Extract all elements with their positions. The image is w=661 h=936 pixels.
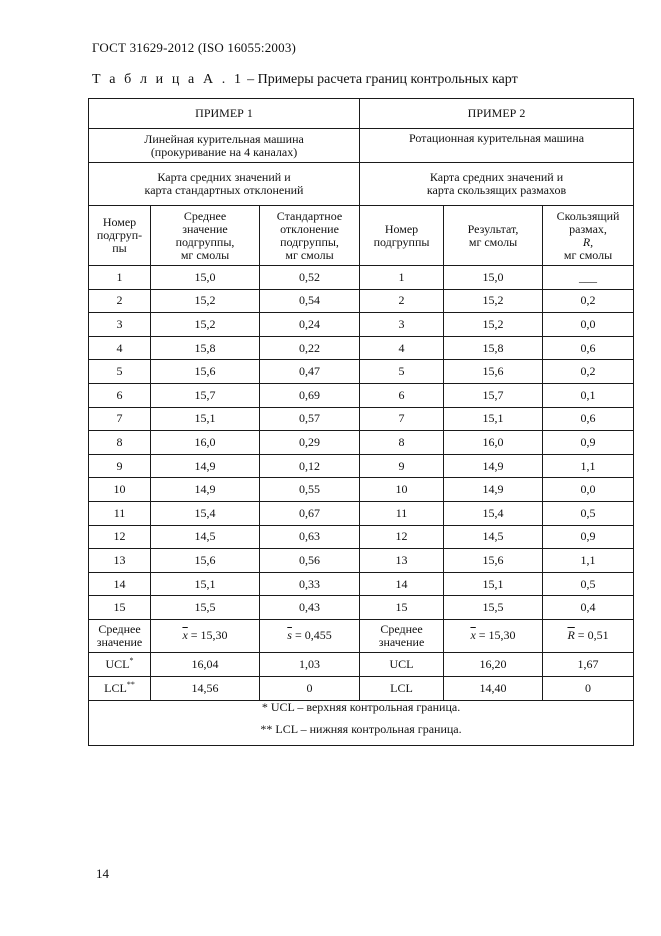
cell-range: 0,1 bbox=[543, 383, 634, 407]
cell-subgroup-2: 3 bbox=[360, 313, 444, 337]
x-bar-value-2: $\overline{x} = 15,30$ bbox=[444, 619, 543, 652]
cell-subgroup-2: 8 bbox=[360, 431, 444, 455]
cell-subgroup-2: 9 bbox=[360, 454, 444, 478]
chart-type-row bbox=[89, 163, 634, 206]
example1-map-line2: карта стандартных отклонений bbox=[144, 183, 304, 197]
cell-range: 0,6 bbox=[543, 336, 634, 360]
table-row bbox=[89, 549, 634, 573]
ucl-row bbox=[89, 652, 634, 676]
lcl-label-1: LCL** bbox=[89, 676, 151, 700]
cell-result: 15,1 bbox=[444, 572, 543, 596]
cell-range: 0,9 bbox=[543, 431, 634, 455]
cell-subgroup-2: 1 bbox=[360, 266, 444, 290]
cell-subgroup-1: 1 bbox=[89, 266, 151, 290]
cell-result: 15,6 bbox=[444, 360, 543, 384]
r-bar-value: $\overline{R} = 0,51$ bbox=[543, 619, 634, 652]
col-header-mean: Среднее значение подгруппы, мг смолы bbox=[151, 206, 260, 266]
cell-result: 16,0 bbox=[444, 431, 543, 455]
cell-std: 0,55 bbox=[260, 478, 360, 502]
cell-result: 14,9 bbox=[444, 454, 543, 478]
example2-machine: Ротационная курительная машина bbox=[360, 129, 634, 163]
cell-subgroup-1: 12 bbox=[89, 525, 151, 549]
cell-subgroup-1: 5 bbox=[89, 360, 151, 384]
cell-mean: 15,2 bbox=[151, 313, 260, 337]
example2-map-line1: Карта средних значений и bbox=[429, 170, 564, 184]
cell-std: 0,33 bbox=[260, 572, 360, 596]
cell-subgroup-1: 6 bbox=[89, 383, 151, 407]
cell-std: 0,57 bbox=[260, 407, 360, 431]
cell-result: 15,2 bbox=[444, 289, 543, 313]
cell-subgroup-1: 9 bbox=[89, 454, 151, 478]
cell-mean: 14,5 bbox=[151, 525, 260, 549]
table-row bbox=[89, 289, 634, 313]
table-row bbox=[89, 360, 634, 384]
cell-std: 0,12 bbox=[260, 454, 360, 478]
example1-map-line1: Карта средних значений и bbox=[157, 170, 291, 184]
cell-std: 0,43 bbox=[260, 596, 360, 620]
ucl-result: 16,20 bbox=[444, 652, 543, 676]
ucl-std: 1,03 bbox=[260, 652, 360, 676]
table-row bbox=[89, 596, 634, 620]
document-standard-header: ГОСТ 31629-2012 (ISO 16055:2003) bbox=[92, 40, 297, 55]
lcl-mean: 14,56 bbox=[151, 676, 260, 700]
cell-range: 0,0 bbox=[543, 478, 634, 502]
mean-label-2: Среднее значение bbox=[360, 619, 444, 652]
example2-title: ПРИМЕР 2 bbox=[360, 99, 634, 129]
cell-std: 0,56 bbox=[260, 549, 360, 573]
cell-result: 15,4 bbox=[444, 501, 543, 525]
cell-result: 15,8 bbox=[444, 336, 543, 360]
table-row bbox=[89, 478, 634, 502]
example1-title: ПРИМЕР 1 bbox=[89, 99, 360, 129]
cell-mean: 15,4 bbox=[151, 501, 260, 525]
machine-row bbox=[89, 129, 634, 163]
cell-std: 0,63 bbox=[260, 525, 360, 549]
cell-result: 15,6 bbox=[444, 549, 543, 573]
ucl-mean: 16,04 bbox=[151, 652, 260, 676]
cell-subgroup-2: 7 bbox=[360, 407, 444, 431]
cell-std: 0,47 bbox=[260, 360, 360, 384]
x-bar-value-1: $\overline{x} = 15,30$ bbox=[151, 619, 260, 652]
cell-std: 0,52 bbox=[260, 266, 360, 290]
table-label: Т а б л и ц а А . 1 bbox=[92, 72, 244, 87]
cell-mean: 15,0 bbox=[151, 266, 260, 290]
cell-std: 0,54 bbox=[260, 289, 360, 313]
cell-range: 0,0 bbox=[543, 313, 634, 337]
ucl-label-1: UCL* bbox=[89, 652, 151, 676]
cell-subgroup-2: 6 bbox=[360, 383, 444, 407]
cell-result: 14,5 bbox=[444, 525, 543, 549]
examples-header-row bbox=[89, 99, 634, 129]
cell-mean: 15,6 bbox=[151, 549, 260, 573]
cell-std: 0,67 bbox=[260, 501, 360, 525]
lcl-result: 14,40 bbox=[444, 676, 543, 700]
cell-subgroup-2: 13 bbox=[360, 549, 444, 573]
cell-range: 0,5 bbox=[543, 572, 634, 596]
col-header-result: Результат, мг смолы bbox=[444, 206, 543, 266]
notes-row bbox=[89, 700, 634, 745]
example2-map-line2: карта скользящих размахов bbox=[426, 183, 567, 197]
cell-range: 0,2 bbox=[543, 289, 634, 313]
cell-mean: 15,7 bbox=[151, 383, 260, 407]
cell-std: 0,22 bbox=[260, 336, 360, 360]
cell-range: 1,1 bbox=[543, 454, 634, 478]
cell-range: 0,9 bbox=[543, 525, 634, 549]
cell-result: 14,9 bbox=[444, 478, 543, 502]
cell-subgroup-1: 14 bbox=[89, 572, 151, 596]
table-row bbox=[89, 407, 634, 431]
cell-subgroup-2: 15 bbox=[360, 596, 444, 620]
ucl-label-2: UCL bbox=[360, 652, 444, 676]
column-headers-row bbox=[89, 206, 634, 266]
cell-subgroup-1: 15 bbox=[89, 596, 151, 620]
table-row bbox=[89, 266, 634, 290]
cell-subgroup-2: 4 bbox=[360, 336, 444, 360]
mean-label-1: Среднее значение bbox=[89, 619, 151, 652]
page-number: 14 bbox=[96, 866, 109, 881]
cell-subgroup-2: 11 bbox=[360, 501, 444, 525]
table-row bbox=[89, 501, 634, 525]
col-header-range: Скользящий размах, R, мг смолы bbox=[543, 206, 634, 266]
cell-mean: 14,9 bbox=[151, 454, 260, 478]
example1-chart-type bbox=[89, 163, 360, 206]
cell-mean: 15,1 bbox=[151, 407, 260, 431]
cell-subgroup-1: 11 bbox=[89, 501, 151, 525]
cell-mean: 15,5 bbox=[151, 596, 260, 620]
cell-std: 0,24 bbox=[260, 313, 360, 337]
cell-subgroup-2: 12 bbox=[360, 525, 444, 549]
cell-subgroup-2: 14 bbox=[360, 572, 444, 596]
footnote-lcl: ** LCL – нижняя контрольная граница. bbox=[260, 721, 462, 736]
cell-std: 0,69 bbox=[260, 383, 360, 407]
cell-mean: 15,6 bbox=[151, 360, 260, 384]
table-row bbox=[89, 383, 634, 407]
cell-result: 15,0 bbox=[444, 266, 543, 290]
cell-range: 0,5 bbox=[543, 501, 634, 525]
control-chart-table bbox=[88, 98, 634, 746]
cell-subgroup-1: 8 bbox=[89, 431, 151, 455]
footnotes bbox=[89, 700, 634, 745]
example1-machine-line2: (прокуривание на 4 каналах) bbox=[150, 144, 298, 159]
cell-range: 0,2 bbox=[543, 360, 634, 384]
table-row bbox=[89, 313, 634, 337]
table-row bbox=[89, 525, 634, 549]
s-bar-value: $\overline{s} = 0,455$ bbox=[260, 619, 360, 652]
cell-result: 15,1 bbox=[444, 407, 543, 431]
col-header-subgroup-2: Номер подгруппы bbox=[360, 206, 444, 266]
cell-result: 15,5 bbox=[444, 596, 543, 620]
cell-subgroup-1: 3 bbox=[89, 313, 151, 337]
cell-mean: 16,0 bbox=[151, 431, 260, 455]
lcl-std: 0 bbox=[260, 676, 360, 700]
cell-range: 1,1 bbox=[543, 549, 634, 573]
col-header-std: Стандартное отклонение подгруппы, мг смолы bbox=[260, 206, 360, 266]
footnote-ucl: * UCL – верхняя контрольная граница. bbox=[261, 700, 461, 714]
col-header-subgroup-1: Номер подгруп- пы bbox=[89, 206, 151, 266]
cell-mean: 15,2 bbox=[151, 289, 260, 313]
cell-subgroup-1: 4 bbox=[89, 336, 151, 360]
example2-chart-type bbox=[360, 163, 634, 206]
cell-subgroup-1: 2 bbox=[89, 289, 151, 313]
cell-result: 15,7 bbox=[444, 383, 543, 407]
cell-subgroup-1: 10 bbox=[89, 478, 151, 502]
lcl-range: 0 bbox=[543, 676, 634, 700]
lcl-row bbox=[89, 676, 634, 700]
table-caption bbox=[92, 72, 518, 88]
cell-subgroup-2: 10 bbox=[360, 478, 444, 502]
cell-mean: 14,9 bbox=[151, 478, 260, 502]
cell-range: ___ bbox=[543, 266, 634, 290]
cell-subgroup-2: 2 bbox=[360, 289, 444, 313]
example1-machine bbox=[89, 129, 360, 163]
cell-mean: 15,1 bbox=[151, 572, 260, 596]
table-row bbox=[89, 572, 634, 596]
table-title: – Примеры расчета границ контрольных карт bbox=[247, 72, 518, 87]
ucl-range: 1,67 bbox=[543, 652, 634, 676]
cell-std: 0,29 bbox=[260, 431, 360, 455]
cell-subgroup-1: 13 bbox=[89, 549, 151, 573]
example1-machine-line1: Линейная курительная машина bbox=[144, 131, 304, 146]
lcl-label-2: LCL bbox=[360, 676, 444, 700]
cell-subgroup-1: 7 bbox=[89, 407, 151, 431]
table-row bbox=[89, 336, 634, 360]
cell-result: 15,2 bbox=[444, 313, 543, 337]
table-row bbox=[89, 454, 634, 478]
table-row bbox=[89, 431, 634, 455]
cell-range: 0,6 bbox=[543, 407, 634, 431]
cell-mean: 15,8 bbox=[151, 336, 260, 360]
mean-row bbox=[89, 619, 634, 652]
cell-subgroup-2: 5 bbox=[360, 360, 444, 384]
cell-range: 0,4 bbox=[543, 596, 634, 620]
